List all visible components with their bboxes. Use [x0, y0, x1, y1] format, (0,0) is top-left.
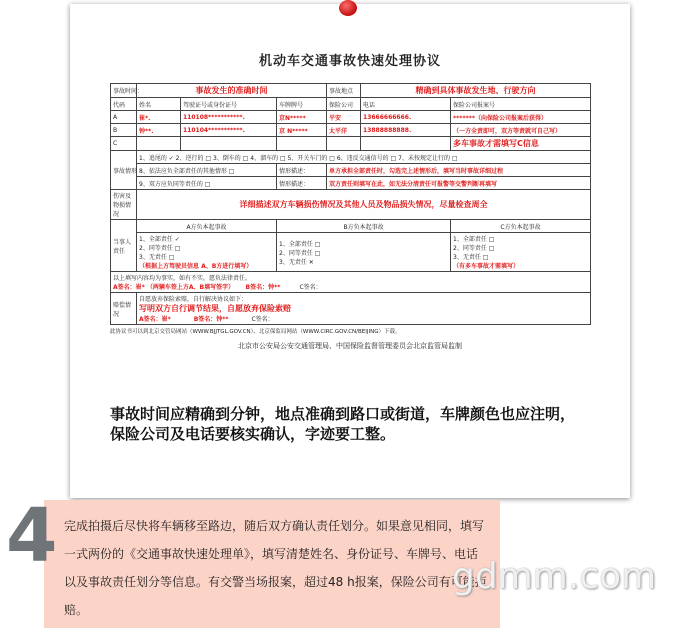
party-code: C — [111, 137, 137, 151]
header-license: 驾驶证号或身份证号 — [181, 98, 277, 111]
time-hint: 事故发生的准确时间 — [137, 84, 327, 98]
sign-c: C签名： — [299, 284, 322, 291]
party-row-b — [111, 124, 591, 137]
sign-b: B签名：钟** — [245, 284, 281, 291]
situation-option-9: 9、双方应负同等责任的 □ — [137, 177, 277, 190]
resp-c-note: （有多车事故才需填写） — [453, 263, 520, 270]
resp-options-a — [137, 233, 277, 272]
damage-text: 详细描述双方车辆损伤情况及其他人员及物品损失情况，尽量检查周全 — [137, 190, 591, 220]
desc-text-single: 单方承担全部责任时，勾选完上述情形后，填写当时事故详细过程 — [327, 164, 591, 177]
protocol-form — [110, 50, 590, 351]
party-policy: （一方全责即可，双方等责就可自己写） — [451, 124, 591, 137]
header-insurer: 保险公司 — [327, 98, 361, 111]
party-plate: 京 N***** — [277, 124, 327, 137]
party-insurer: 平安 — [327, 111, 361, 124]
party-policy: *******（向保险公司报案后获得） — [451, 111, 591, 124]
comp-sign-b: B签名：钟** — [193, 316, 229, 323]
resp-a-none: 3、无责任 □ — [139, 254, 175, 261]
footer-note: 此协议书可以到北京交管局网站（WWW.BJJTGL.GOV.CN）、北京保监局网站（WWW.CIRC.GOV.CN/BEIJING）下载。 — [110, 329, 401, 335]
instruction-banner: 事故时间应精确到分钟，地点准确到路口或街道，车牌颜色也应注明，保险公司及电话要核实确认，字迹要工整。 — [110, 405, 576, 443]
resp-a-note: （根据上方驾驶员信息 A、B方进行填写） — [139, 263, 253, 270]
header-name: 姓名 — [137, 98, 181, 111]
resp-c-none: 3、无责任 □ — [453, 254, 489, 261]
confirm-cell — [111, 272, 591, 293]
resp-a-equal: 2、同等责任 □ — [139, 245, 181, 252]
damage-label: 伤害及物损情况 — [111, 190, 137, 220]
header-plate: 车牌牌号 — [277, 98, 327, 111]
resp-c-equal: 2、同等责任 □ — [453, 245, 495, 252]
party-code: B — [111, 124, 137, 137]
header-policy: 保险公司报案号 — [451, 98, 591, 111]
form-header-row — [111, 98, 591, 111]
party-id: 110108***********. — [181, 111, 277, 124]
pushpin-icon — [339, 0, 357, 16]
party-phone: 13666666666. — [361, 111, 451, 124]
place-hint: 精确到具体事故发生地、行驶方向 — [361, 84, 591, 98]
resp-options-b — [277, 233, 451, 272]
situation-row-1 — [111, 151, 591, 164]
comp-sign-line — [139, 314, 588, 323]
party-insurer: 太平洋 — [327, 124, 361, 137]
party-phone: 13888888888. — [361, 124, 451, 137]
place-label: 事故地点 — [327, 84, 361, 98]
situation-row-3 — [111, 177, 591, 190]
form-row-time — [111, 84, 591, 98]
comp-label: 赔偿情况 — [111, 293, 137, 325]
party-id: 110104***********. — [181, 124, 277, 137]
resp-b-none: 3、无责任 ✕ — [279, 258, 314, 266]
party-plate: 京N***** — [277, 111, 327, 124]
desc-label: 情形描述： — [277, 164, 327, 177]
resp-a-full: 1、全部责任 ✓ — [139, 236, 180, 243]
time-label: 事故时间： — [111, 84, 137, 98]
header-phone: 电话 — [361, 98, 451, 111]
sign-a: A签名：崔* （两辆车签上方A、B填写签字） — [113, 284, 235, 291]
comp-row — [111, 293, 591, 325]
desc-label: 情形描述： — [277, 177, 327, 190]
resp-header-c: C方负本起事故 — [451, 220, 591, 233]
party-code: A — [111, 111, 137, 124]
step-text: 完成拍摄后尽快将车辆移至路边，随后双方确认责任划分。如果意见相同，填写一式两份的《交通事故快速处理单》，填写清楚姓名、身份证号、车牌号、电话以及事故责任划分等信息。有交警当场报案，超过48 h报案，保险公司有可能拒赔。 — [64, 519, 487, 617]
party-row-a — [111, 111, 591, 124]
form-title: 机动车交通事故快速处理协议 — [258, 54, 441, 69]
resp-options-row — [111, 233, 591, 272]
issuer: 北京市公安局公安交通管理局、中国保险监督管理委员会北京监管局监制 — [238, 342, 462, 350]
resp-header-a: A方负本起事故 — [137, 220, 277, 233]
confirm-row — [111, 272, 591, 293]
situation-option-8: 8、依法应负全部责任的其他情形 □ — [137, 164, 277, 177]
sign-line — [113, 282, 588, 291]
resp-b-full: 1、全部责任 □ — [279, 240, 321, 248]
resp-options-c — [451, 233, 591, 272]
damage-row — [111, 190, 591, 220]
comp-text: 写明双方自行调节结果，自愿放弃保险索赔 — [139, 304, 291, 313]
confirm-text: 以上填写内容均为事实，如有不实，愿负法律责任。 — [113, 275, 252, 282]
comp-line: 自愿放弃保险索赔，自行解决协议如下： — [139, 296, 248, 303]
desc-text-equal: 双方责任则填写在此，如无法分清责任可报警等交警判断再填写 — [327, 177, 591, 190]
party-name: 钟**. — [137, 124, 181, 137]
party-name: 崔*. — [137, 111, 181, 124]
resp-header-row — [111, 220, 591, 233]
resp-c-full: 1、全部责任 □ — [453, 236, 495, 243]
situation-options: 1、追尾的 ✓ 2、逆行的 □ 3、倒车的 □ 4、溜车的 □ 5、开关车门的 □ 6、违反交通信号的 □ 7、未按规定让行的 □ — [137, 151, 591, 164]
resp-b-equal: 2、同等责任 □ — [279, 249, 321, 257]
resp-header-b: B方负本起事故 — [277, 220, 451, 233]
comp-sign-c: C签名： — [251, 316, 274, 323]
form-table — [110, 83, 591, 325]
situation-label: 事故情形 — [111, 151, 137, 190]
comp-cell — [137, 293, 591, 325]
party-policy: 多车事故才需填写C信息 — [451, 137, 591, 151]
comp-sign-a: A签名：崔* — [139, 316, 171, 323]
header-code: 代码 — [111, 98, 137, 111]
party-row-c — [111, 137, 591, 151]
step-number: 4 — [6, 493, 58, 579]
watermark: gdmm.com — [452, 556, 657, 597]
situation-row-2 — [111, 164, 591, 177]
resp-label: 当事人责任 — [111, 220, 137, 272]
